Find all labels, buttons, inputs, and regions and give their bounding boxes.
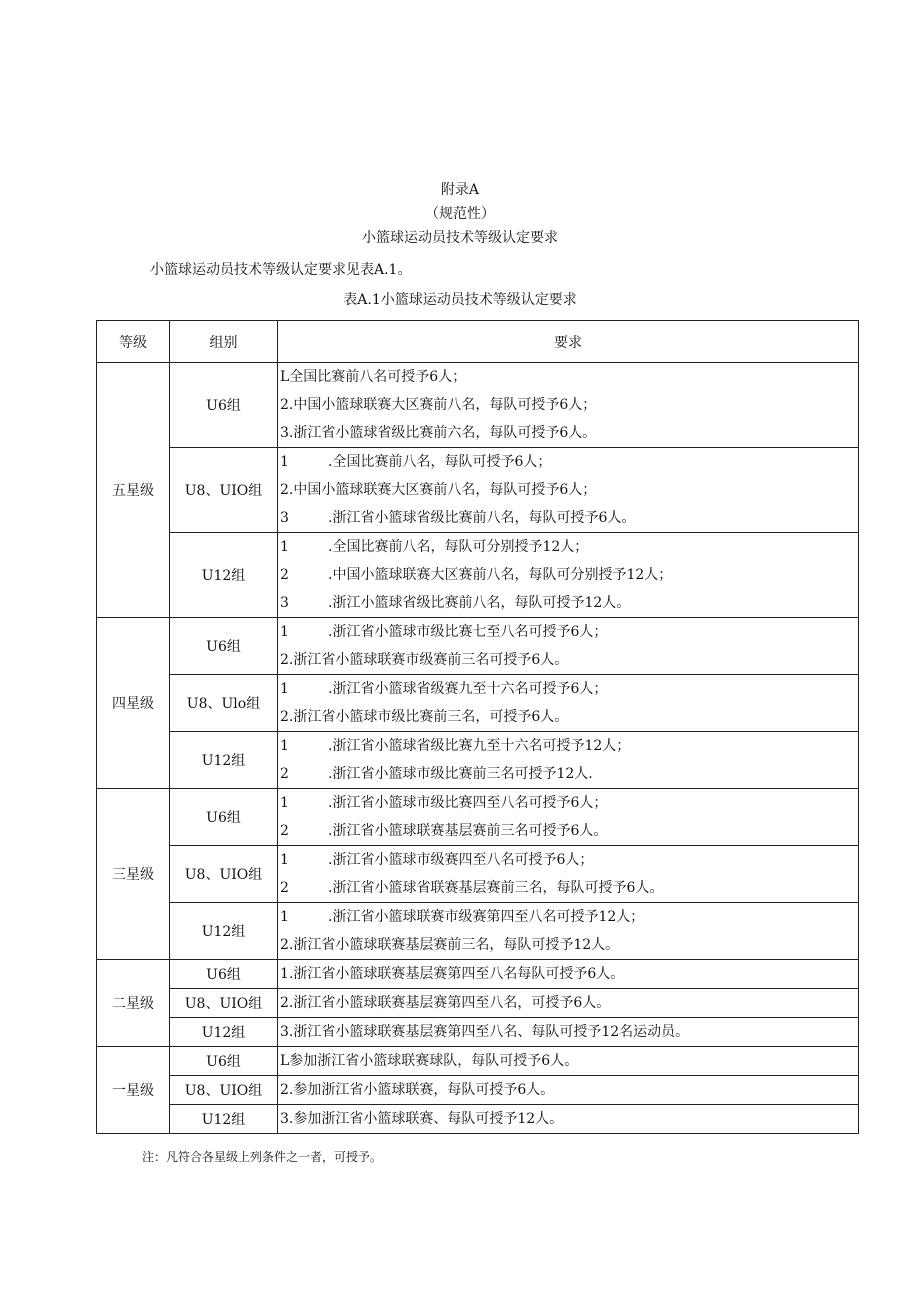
requirement-text: .浙江省小篮球市级赛四至八名可授予6人；: [328, 852, 594, 868]
requirement-line: [280, 1018, 858, 1046]
intro-text: 小篮球运动员技术等级认定要求见表A.1。: [150, 262, 412, 278]
table-row: [97, 363, 859, 448]
requirement-number: 1: [280, 454, 289, 470]
requirement-line: [280, 960, 858, 988]
table-caption: 表A.1小篮球运动员技术等级认定要求: [343, 292, 577, 308]
requirement-line: [280, 1076, 858, 1104]
requirement-text: 3.浙江省小篮球省级比赛前六名，每队可授予6人。: [280, 425, 597, 441]
requirement-line: [280, 874, 858, 902]
requirement-number: 2: [280, 823, 289, 839]
requirement-line: [280, 476, 858, 504]
requirement-text: .浙江省小篮球市级比赛七至八名可授予6人；: [328, 624, 608, 640]
requirement-line: [280, 732, 858, 760]
normative-label: （规范性）: [425, 206, 495, 222]
requirement-text: .全国比赛前八名，每队可授予6人；: [328, 454, 552, 470]
group-cell: U6组: [170, 1047, 278, 1076]
requirement-line: [280, 363, 858, 391]
group-cell: U8、UIO组: [170, 846, 278, 903]
table-row: [97, 903, 859, 960]
level-cell: 一星级: [97, 1047, 170, 1134]
group-cell: U8、UIO组: [170, 1076, 278, 1105]
requirement-cell: [278, 989, 859, 1018]
requirement-cell: [278, 1047, 859, 1076]
group-cell: U12组: [170, 1105, 278, 1134]
requirement-line: [280, 931, 858, 959]
table-row: [97, 618, 859, 675]
requirement-text: .浙江省小篮球省级赛九至十六名可授予6人；: [328, 681, 608, 697]
requirement-line: [280, 789, 858, 817]
table-row: [97, 448, 859, 533]
requirement-text: 3.参加浙江省小篮球联赛、每队可授予12人。: [280, 1111, 564, 1127]
requirement-line: [280, 760, 858, 788]
group-cell: U12组: [170, 1018, 278, 1047]
requirement-text: .浙江省小篮球省级比赛前八名，每队可授予6人。: [328, 510, 636, 526]
requirement-text: .浙江省小篮球市级比赛前三名可授予12人.: [328, 766, 593, 782]
requirement-number: 2: [280, 766, 289, 782]
requirement-text: .浙江省小篮球省联赛基层赛前三名，每队可授予6人。: [328, 880, 664, 896]
requirement-text: 2.浙江省小篮球市级比赛前三名，可授予6人。: [280, 709, 569, 725]
requirement-line: [280, 448, 858, 476]
table-row: [97, 533, 859, 618]
requirement-text: 2.中国小篮球联赛大区赛前八名，每队可授予6人；: [280, 397, 597, 413]
group-cell: U12组: [170, 732, 278, 789]
table-row: [97, 1018, 859, 1047]
appendix-title: 小篮球运动员技术等级认定要求: [362, 230, 558, 246]
requirement-line: [280, 989, 858, 1017]
requirement-text: 2.中国小篮球联赛大区赛前八名，每队可授予6人；: [280, 482, 597, 498]
requirement-cell: [278, 533, 859, 618]
requirement-line: [280, 817, 858, 845]
table-row: [97, 989, 859, 1018]
requirement-line: [280, 703, 858, 731]
requirement-line: [280, 391, 858, 419]
requirement-number: 1: [280, 539, 289, 555]
requirement-line: [280, 646, 858, 674]
requirement-line: [280, 561, 858, 589]
requirement-number: 2: [280, 567, 289, 583]
group-cell: U6组: [170, 618, 278, 675]
requirement-number: 3: [280, 510, 289, 526]
requirement-line: [280, 419, 858, 447]
requirement-cell: [278, 675, 859, 732]
level-cell: 四星级: [97, 618, 170, 789]
table-row: [97, 675, 859, 732]
requirement-line: [280, 618, 858, 646]
requirement-number: 1: [280, 738, 289, 754]
header-requirement: 要求: [278, 321, 859, 363]
requirement-line: [280, 846, 858, 874]
requirement-text: 3.浙江省小篮球联赛基层赛第四至八名、每队可授予12名运动员。: [280, 1024, 690, 1040]
requirement-cell: [278, 618, 859, 675]
requirement-text: .浙江省小篮球省级比赛九至十六名可授予12人；: [328, 738, 631, 754]
requirement-line: [280, 1105, 858, 1133]
group-cell: U8、UIO组: [170, 448, 278, 533]
requirement-text: 2.浙江省小篮球联赛基层赛前三名，每队可授予12人。: [280, 937, 620, 953]
requirement-cell: [278, 448, 859, 533]
requirement-line: [280, 589, 858, 617]
table-row: [97, 1076, 859, 1105]
group-cell: U6组: [170, 789, 278, 846]
requirement-line: [280, 675, 858, 703]
requirement-line: [280, 903, 858, 931]
requirement-cell: [278, 1076, 859, 1105]
table-row: [97, 846, 859, 903]
table-note: 注：凡符合各星级上列条件之一者，可授予。: [142, 1150, 383, 1164]
table-row: [97, 1047, 859, 1076]
requirement-text: 2.浙江省小篮球联赛基层赛第四至八名，可授予6人。: [280, 995, 611, 1011]
requirement-cell: [278, 903, 859, 960]
requirement-cell: [278, 1018, 859, 1047]
header-group: 组别: [170, 321, 278, 363]
requirement-text: .浙江小篮球省级比赛前八名，每队可授予12人。: [328, 595, 631, 611]
requirement-text: L全国比赛前八名可授予6人；: [280, 369, 467, 385]
requirement-cell: [278, 960, 859, 989]
table-header-row: [97, 321, 859, 363]
group-cell: U8、Ulo组: [170, 675, 278, 732]
requirement-number: 1: [280, 624, 289, 640]
group-cell: U6组: [170, 960, 278, 989]
requirement-cell: [278, 789, 859, 846]
requirement-text: .浙江省小篮球联赛基层赛前三名可授予6人。: [328, 823, 608, 839]
requirement-number: 1: [280, 795, 289, 811]
requirement-text: 1.浙江省小篮球联赛基层赛第四至八名每队可授予6人。: [280, 966, 625, 982]
requirement-text: .中国小篮球联赛大区赛前八名，每队可分别授予12人；: [328, 567, 673, 583]
header-level: 等级: [97, 321, 170, 363]
requirement-number: 1: [280, 681, 289, 697]
group-cell: U12组: [170, 903, 278, 960]
requirement-number: 3: [280, 595, 289, 611]
level-cell: 五星级: [97, 363, 170, 618]
requirements-table: [96, 320, 859, 1134]
requirement-cell: [278, 1105, 859, 1134]
requirement-text: .浙江省小篮球市级比赛四至八名可授予6人；: [328, 795, 608, 811]
table-row: [97, 1105, 859, 1134]
level-cell: 三星级: [97, 789, 170, 960]
group-cell: U6组: [170, 363, 278, 448]
requirement-line: [280, 533, 858, 561]
requirement-number: 2: [280, 880, 289, 896]
requirement-cell: [278, 846, 859, 903]
level-cell: 二星级: [97, 960, 170, 1047]
requirement-text: .全国比赛前八名，每队可分别授予12人；: [328, 539, 589, 555]
group-cell: U12组: [170, 533, 278, 618]
requirement-line: [280, 504, 858, 532]
table-row: [97, 732, 859, 789]
requirement-line: [280, 1047, 858, 1075]
requirement-text: L参加浙江省小篮球联赛球队，每队可授予6人。: [280, 1053, 579, 1069]
requirement-number: 1: [280, 909, 289, 925]
requirement-cell: [278, 732, 859, 789]
requirement-text: .浙江省小篮球联赛市级赛第四至八名可授予12人；: [328, 909, 645, 925]
table-row: [97, 789, 859, 846]
table-row: [97, 960, 859, 989]
requirement-text: 2.浙江省小篮球联赛市级赛前三名可授予6人。: [280, 652, 569, 668]
group-cell: U8、UIO组: [170, 989, 278, 1018]
requirement-cell: [278, 363, 859, 448]
requirement-number: 1: [280, 852, 289, 868]
appendix-label: 附录A: [440, 182, 480, 198]
requirement-text: 2.参加浙江省小篮球联赛，每队可授予6人。: [280, 1082, 555, 1098]
